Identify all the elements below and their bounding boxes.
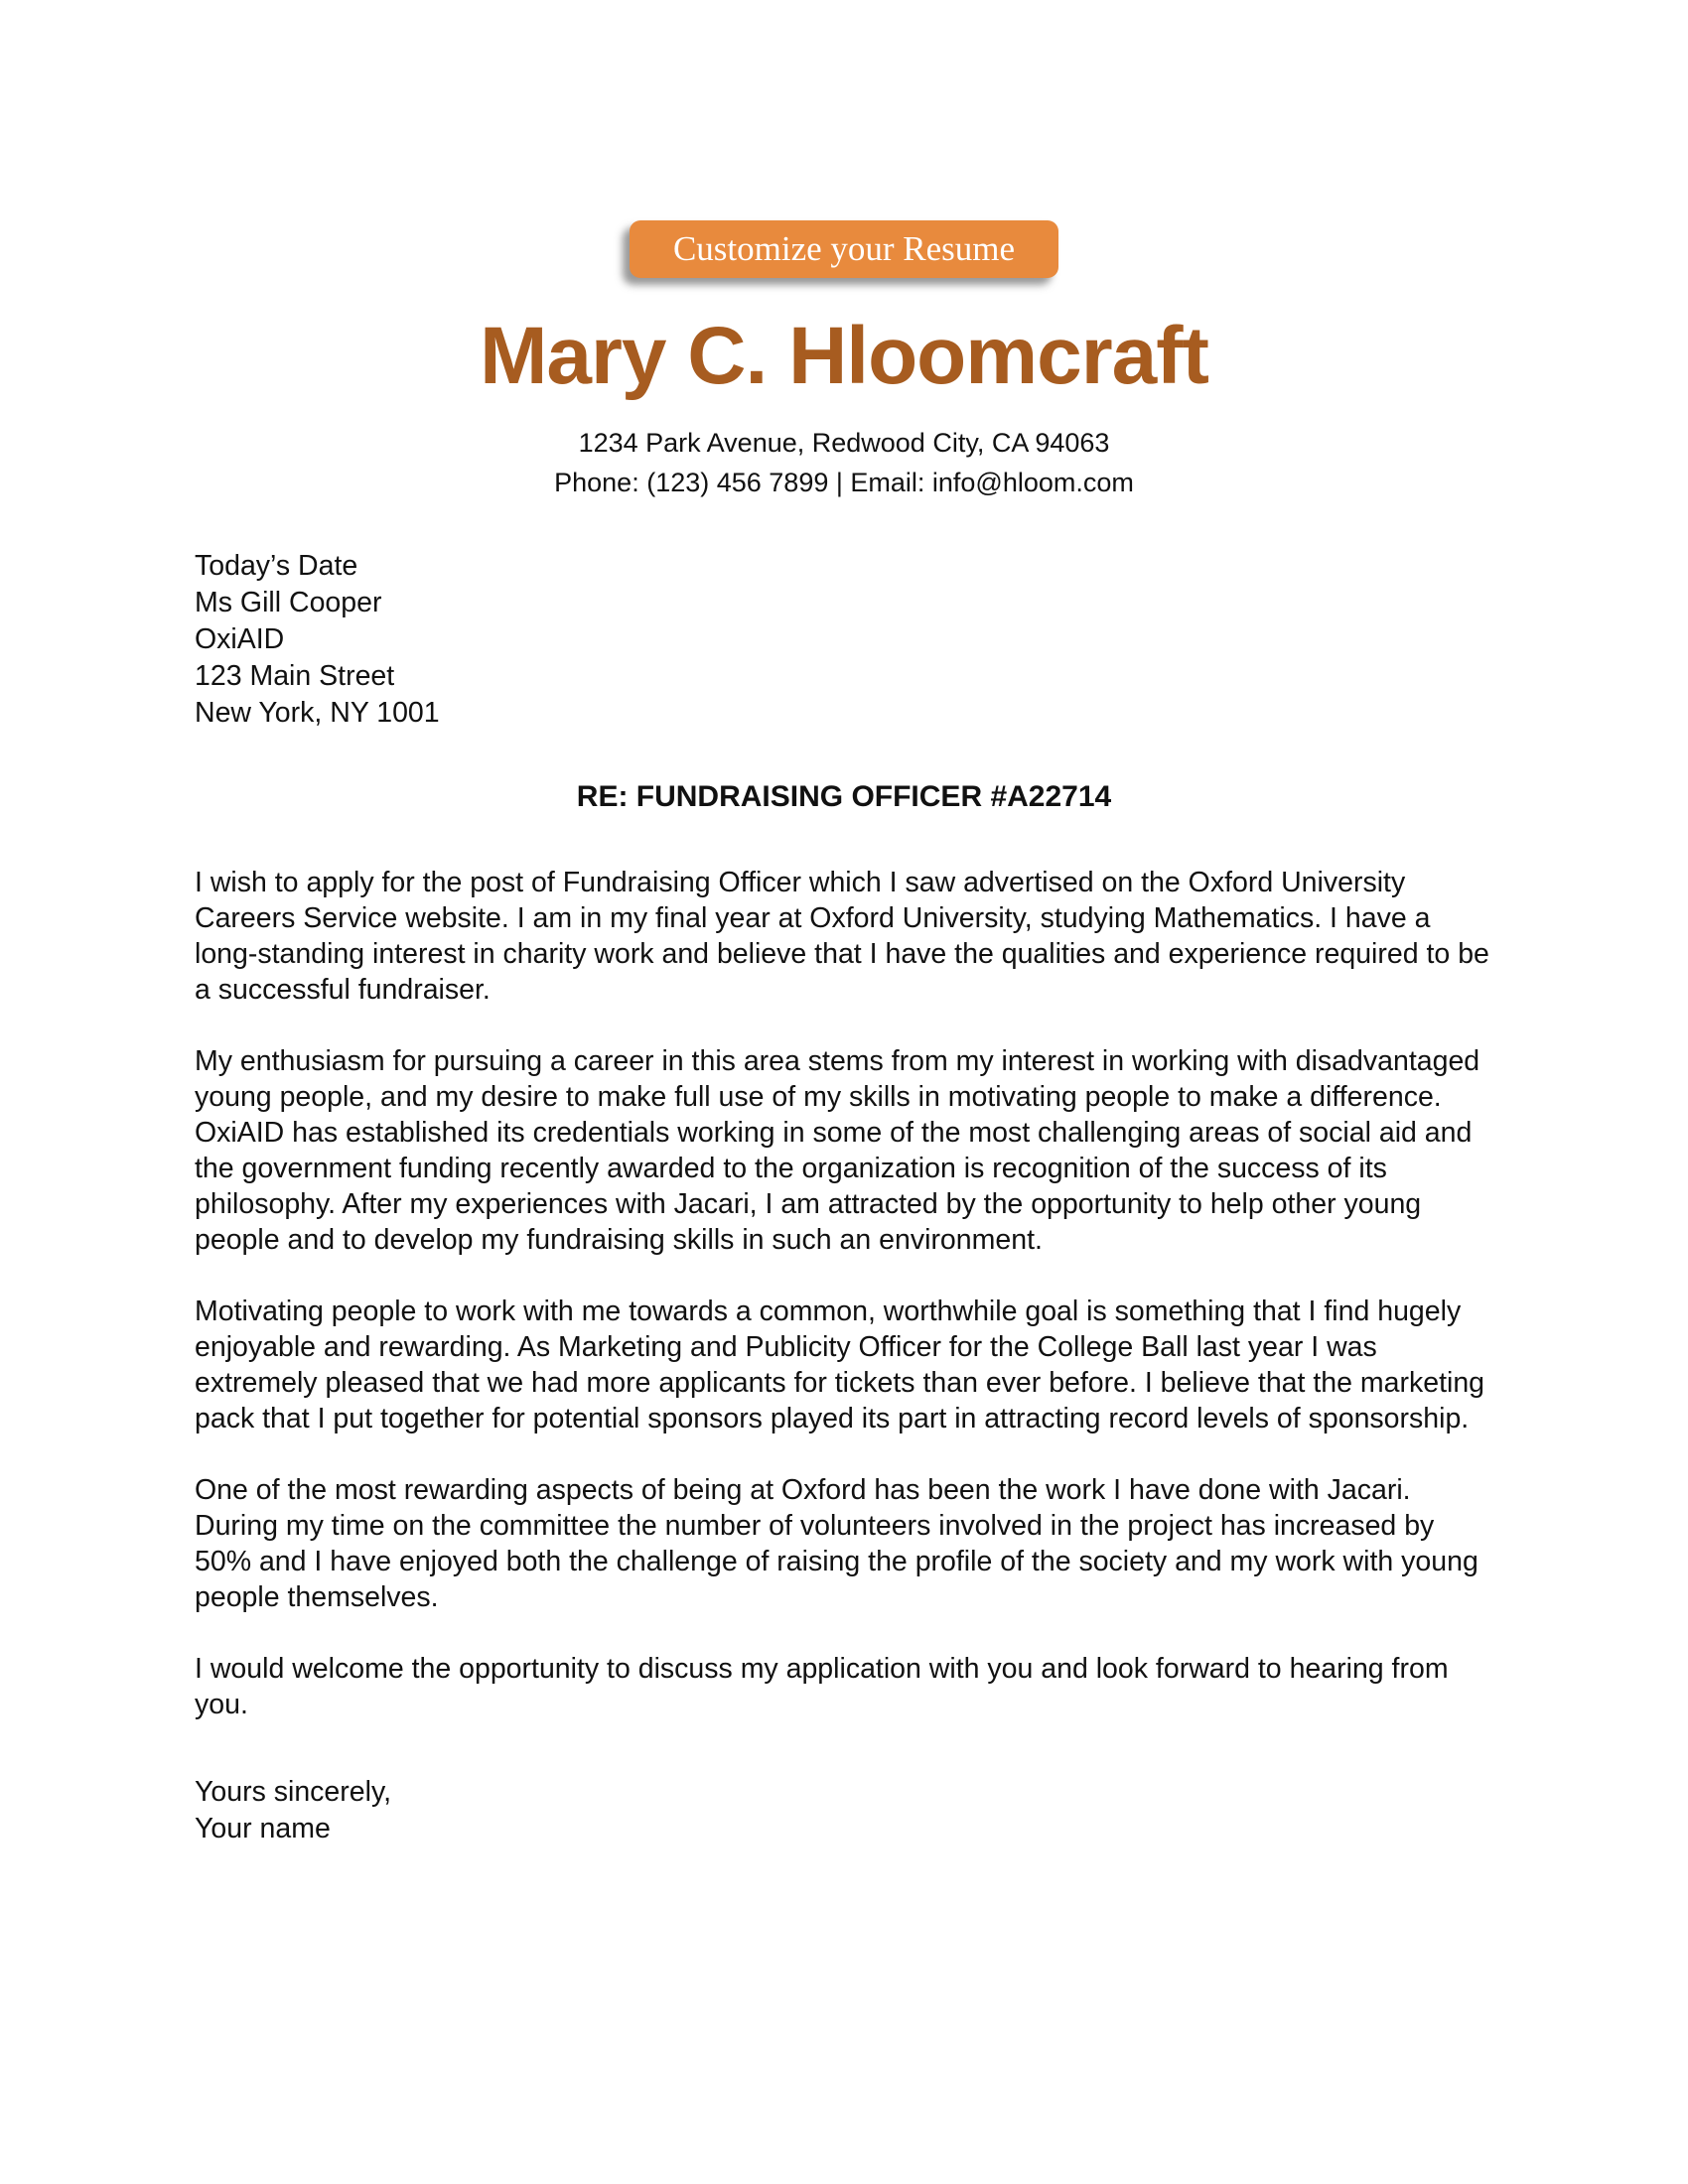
recipient-name-line: Ms Gill Cooper — [195, 587, 382, 618]
body-paragraph: Motivating people to work with me towards a common, worthwhile goal is something that I find hugely enjoyable and rewarding. As Marketing and Publicity Officer for the College Ball last year I was extremely pleased that we had more applicants for tickets than ever before. I believe that the marketing pack that I put together for potential sponsors played its part in attracting record levels of sponsorship. — [195, 1296, 1485, 1434]
page-title: Mary C. Hloomcraft — [480, 311, 1208, 401]
recipient-org-line: OxiAID — [195, 623, 285, 655]
customize-resume-button[interactable]: Customize your Resume — [630, 220, 1058, 278]
customize-button-row — [0, 0, 1688, 278]
address-line: 1234 Park Avenue, Redwood City, CA 94063 — [578, 428, 1110, 458]
closing-block — [195, 1774, 1688, 1847]
recipient-date-line: Today’s Date — [195, 550, 358, 582]
recipient-street-line: 123 Main Street — [195, 660, 395, 692]
valediction-line: Yours sincerely, — [195, 1776, 392, 1808]
letter-body — [195, 865, 1497, 1722]
body-paragraph: I would welcome the opportunity to discuss my application with you and look forward to hearing from you. — [195, 1653, 1449, 1720]
subject-line: RE: FUNDRAISING OFFICER #A22714 — [576, 780, 1112, 813]
recipient-city-line: New York, NY 1001 — [195, 697, 440, 729]
body-paragraph: I wish to apply for the post of Fundraising Officer which I saw advertised on the Oxford University Careers Service website. I am in my final year at Oxford University, studying Mathematics. I have a long-standing interest in charity work and believe that I have the qualities and experience required to be a successful fundraiser. — [195, 867, 1489, 1006]
contact-block — [0, 423, 1688, 502]
signature-line: Your name — [195, 1813, 331, 1844]
body-paragraph: One of the most rewarding aspects of being at Oxford has been the work I have done with Jacari. During my time on the committee the number of volunteers involved in the project has increased by 50% and I have enjoyed both the challenge of raising the profile of the society and my work with young people themselves. — [195, 1474, 1478, 1613]
phone-email-line: Phone: (123) 456 7899 | Email: info@hloom.com — [554, 468, 1134, 497]
recipient-block — [195, 548, 1688, 732]
body-paragraph: My enthusiasm for pursuing a career in this area stems from my interest in working with disadvantaged young people, and my desire to make full use of my skills in motivating people to make a difference. OxiAID has established its credentials working in some of the most challenging areas of social aid and the government funding recently awarded to the organization is recognition of the success of its philosophy. After my experiences with Jacari, I am attracted by the opportunity to help other young people and to develop my fundraising skills in such an environment. — [195, 1045, 1480, 1256]
